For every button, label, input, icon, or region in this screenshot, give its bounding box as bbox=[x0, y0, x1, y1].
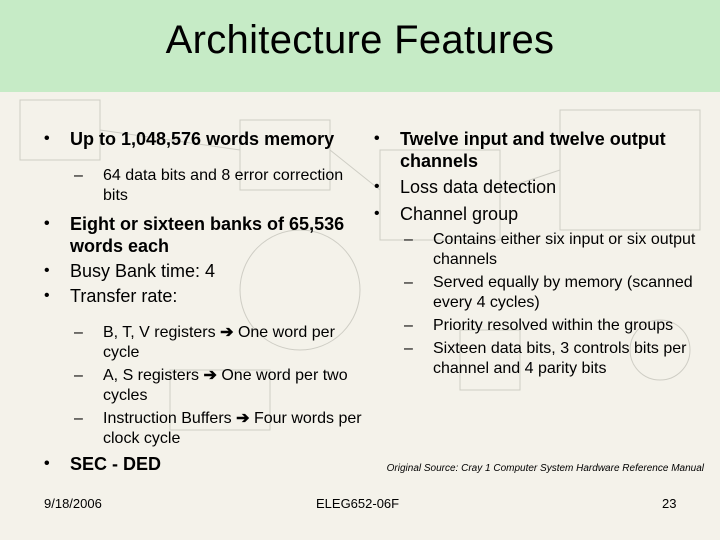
right-arrow-icon: ➔ bbox=[236, 410, 250, 427]
sub-bullet-data-bits: – 64 data bits and 8 error correction bits bbox=[44, 166, 364, 206]
bullet-channels: • Twelve input and twelve output channels bbox=[374, 128, 704, 172]
footer-page-number: 23 bbox=[662, 496, 677, 511]
transfer-source: Instruction Buffers bbox=[103, 410, 232, 427]
bullet-channel-group: • Channel group bbox=[374, 203, 704, 225]
right-arrow-icon: ➔ bbox=[203, 367, 217, 384]
transfer-source: A, S registers bbox=[103, 367, 200, 384]
bullet-sec-ded: • SEC - DED bbox=[44, 453, 364, 475]
sub-bullet-served-equally: – Served equally by memory (scanned every 4 cycles) bbox=[374, 273, 704, 313]
transfer-source: B, T, V registers bbox=[103, 324, 216, 341]
bullet-loss-detection: • Loss data detection bbox=[374, 176, 704, 198]
bullet-transfer-rate: • Transfer rate: bbox=[44, 285, 364, 307]
sub-bullet-priority: – Priority resolved within the groups bbox=[374, 316, 704, 336]
bullet-banks: • Eight or sixteen banks of 65,536 words each bbox=[44, 213, 364, 257]
sub-bullet-data-bits-channel: – Sixteen data bits, 3 controls bits per channel and 4 parity bits bbox=[374, 339, 704, 379]
right-column bbox=[374, 128, 704, 379]
sub-bullet-six-channels: – Contains either six input or six output channels bbox=[374, 230, 704, 270]
bullet-busy-bank: • Busy Bank time: 4 bbox=[44, 260, 364, 282]
slide-title: Architecture Features bbox=[165, 18, 555, 62]
footer-date: 9/18/2006 bbox=[44, 496, 102, 511]
source-citation: Original Source: Cray 1 Computer System Hardware Reference Manual bbox=[386, 463, 704, 474]
sub-bullet-as-registers bbox=[44, 366, 364, 406]
sub-bullet-instruction-buffers bbox=[44, 409, 364, 449]
transfer-rate: One word per two cycles bbox=[103, 367, 348, 404]
bullet-memory-size: • Up to 1,048,576 words memory bbox=[44, 128, 364, 150]
footer-course: ELEG652-06F bbox=[316, 496, 400, 511]
left-column bbox=[44, 128, 364, 475]
right-arrow-icon: ➔ bbox=[220, 324, 234, 341]
transfer-rate: Four words per clock cycle bbox=[103, 410, 362, 447]
transfer-rate: One word per cycle bbox=[103, 324, 335, 361]
sub-bullet-btv-registers bbox=[44, 323, 364, 363]
